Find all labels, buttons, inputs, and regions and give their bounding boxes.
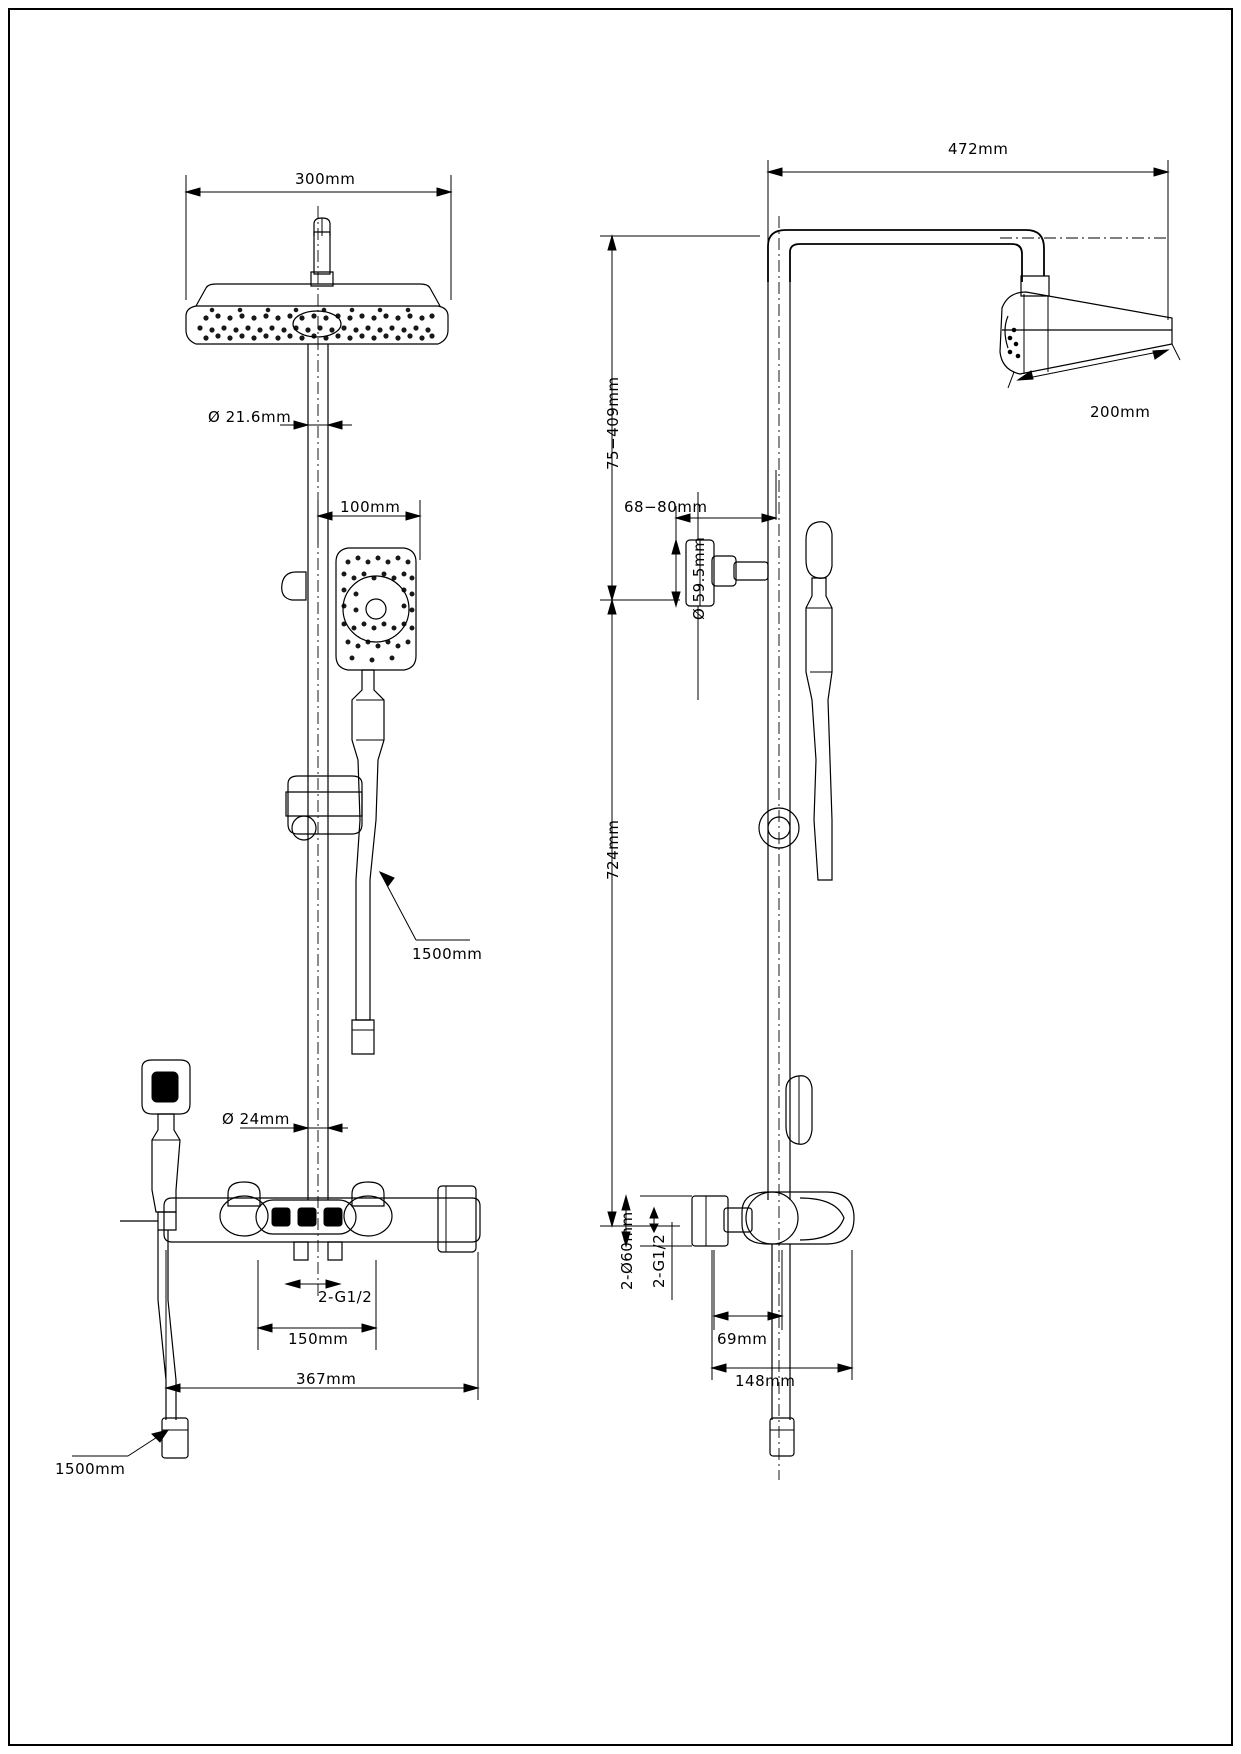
dim-label-overhead-width: 300mm <box>295 170 356 188</box>
side-view-group <box>600 160 1180 1480</box>
leader-hose-bottom <box>72 1430 168 1456</box>
handset-side <box>759 522 832 880</box>
dim-label-total-height: 724mm <box>604 819 622 880</box>
leader-hose-front <box>380 872 470 940</box>
mixer-body-side <box>622 1192 854 1456</box>
dim-label-body-projection: 148mm <box>735 1372 796 1390</box>
dim-label-spout-projection: 69mm <box>717 1330 768 1348</box>
dim-label-riser-diameter: Ø 21.6mm <box>208 408 292 426</box>
mixer-body-front <box>120 1060 480 1458</box>
dim-label-outlet-hose: 1500mm <box>55 1460 126 1478</box>
dim-label-head-depth: 200mm <box>1090 403 1151 421</box>
dim-label-arm-projection: 472mm <box>948 140 1009 158</box>
front-view-group <box>72 175 483 1458</box>
dim-label-bracket-diameter: Ø 59.5mm <box>690 536 708 620</box>
leader-inlet-thread-front <box>286 1280 340 1288</box>
dim-arm-projection <box>768 160 1168 320</box>
dim-label-inlet-centres: 150mm <box>288 1330 349 1348</box>
dim-label-bracket-projection: 68−80mm <box>624 498 708 516</box>
handset-front <box>282 548 416 1054</box>
riser-rail-front <box>308 206 328 1300</box>
dim-overhead-width <box>186 175 451 300</box>
dim-label-mixer-diameter: Ø 24mm <box>222 1110 290 1128</box>
dim-label-inlet-thread-side: 2-G1/2 <box>650 1233 668 1288</box>
overhead-shower-head-front <box>186 218 448 344</box>
dim-label-inlet-flange-diameter: 2-Ø60mm <box>618 1211 636 1290</box>
dim-label-inlet-thread-front: 2-G1/2 <box>318 1288 373 1306</box>
dim-riser-range <box>600 236 760 600</box>
dim-label-mixer-width: 367mm <box>296 1370 357 1388</box>
dim-label-riser-range: 75−409mm <box>604 376 622 470</box>
overhead-shower-head-side <box>1000 276 1180 388</box>
dim-total-height <box>600 600 680 1226</box>
dim-label-hose-length: 1500mm <box>412 945 483 963</box>
slide-bracket-side <box>672 492 768 700</box>
dim-label-handset-offset: 100mm <box>340 498 401 516</box>
